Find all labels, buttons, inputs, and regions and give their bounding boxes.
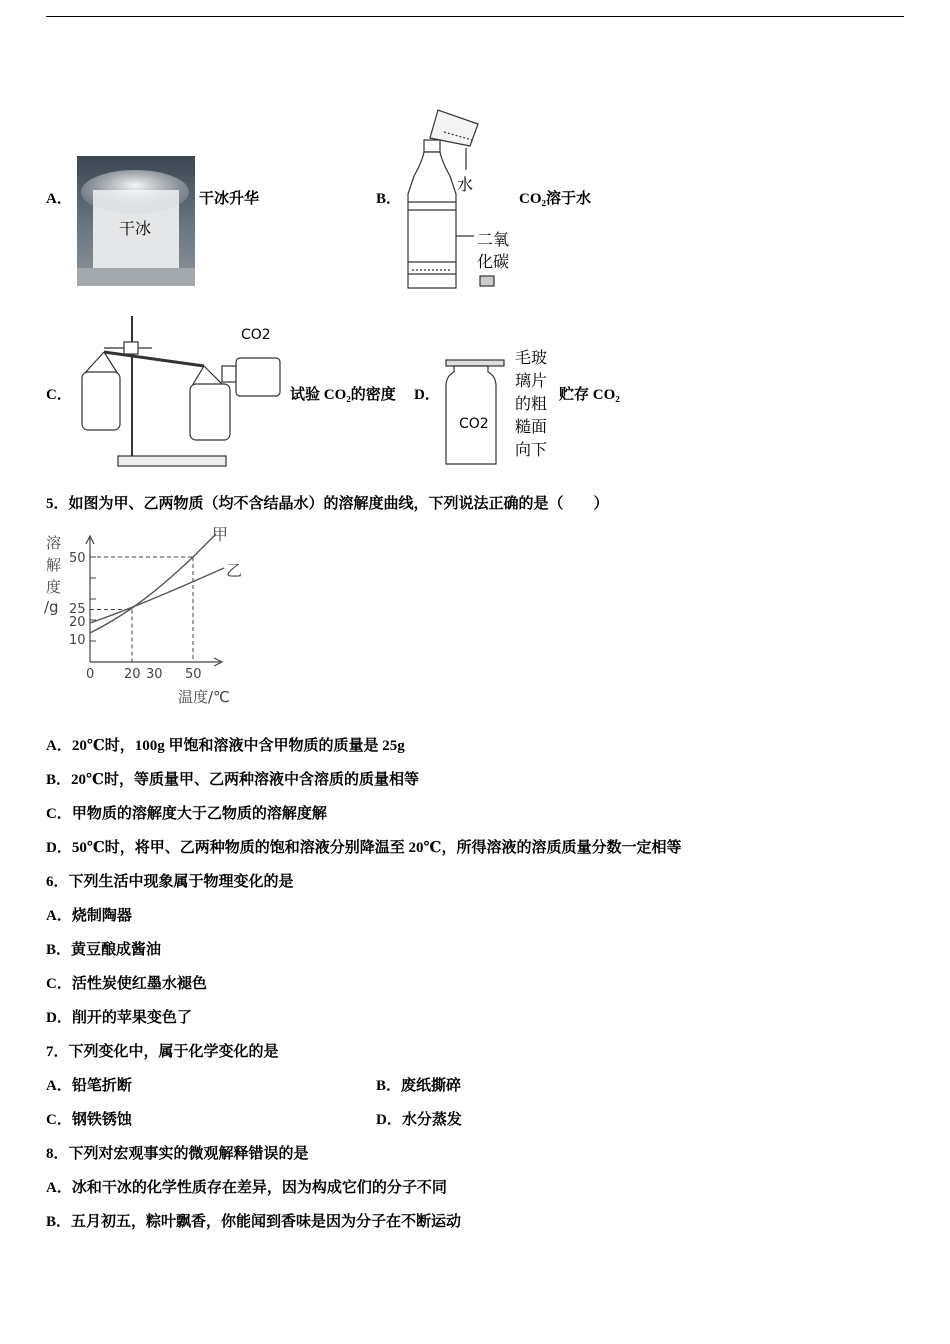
option-d-caption: 贮存 CO₂ [559,387,620,403]
xtick-30: 30 [146,667,163,682]
solubility-chart [40,520,260,710]
option-a-caption: 干冰升华 [199,191,260,207]
ytick-50: 50 [69,551,86,566]
q6-option-c: C．活性炭使红墨水褪色 [46,976,207,992]
gas-jar-diagram [440,356,510,468]
q7-stem: 7．下列变化中，属于化学变化的是 [46,1044,279,1060]
q7-option-d: D．水分蒸发 [376,1112,462,1128]
q5-stem: 5．如图为甲、乙两物质（均不含结晶水）的溶解度曲线，下列说法正确的是（ ） [46,496,609,512]
option-a-letter: A． [46,191,72,207]
ground-glass-note-3: 的粗 [515,394,548,413]
ylabel-4: /g [44,598,59,616]
q6-stem: 6．下列生活中现象属于物理变化的是 [46,874,294,890]
option-c-caption: 试验 CO₂的密度 [290,387,396,403]
q5-option-b: B．20℃时，等质量甲、乙两种溶液中含溶质的质量相等 [46,772,419,788]
xtick-50: 50 [185,667,202,682]
co2-label-d: CO2 [459,416,489,432]
q8-option-a: A．冰和干冰的化学性质存在差异，因为构成它们的分子不同 [46,1180,447,1196]
ylabel-2: 解 [46,556,62,574]
q7-option-c: C．钢铁锈蚀 [46,1112,132,1128]
ylabel-1: 溶 [46,534,62,552]
curve-jia [90,534,216,633]
q5-option-c: C．甲物质的溶解度大于乙物质的溶解度解 [46,806,327,822]
option-b-letter: B． [376,191,402,207]
xlabel: 温度/℃ [178,688,230,706]
header-rule [46,16,904,17]
ground-glass-note-4: 糙面 [515,417,548,436]
q5-option-d: D．50℃时，将甲、乙两种物质的饱和溶液分别降温至 20℃，所得溶液的溶质质量分数一定相等 [46,840,682,856]
ytick-20: 20 [69,615,86,630]
series-yi-label: 乙 [226,561,243,580]
q8-option-b: B．五月初五，粽叶飘香，你能闻到香味是因为分子在不断运动 [46,1214,462,1230]
option-c-letter: C． [46,387,72,403]
q6-option-a: A．烧制陶器 [46,908,132,924]
ground-glass-note-1: 毛玻 [515,348,548,367]
q7-option-a: A．铅笔折断 [46,1078,132,1094]
q6-option-b: B．黄豆酿成酱油 [46,942,162,958]
q7-option-b: B．废纸撕碎 [376,1078,462,1094]
xtick-20: 20 [124,667,141,682]
option-b-caption: CO₂溶于水 [519,191,591,207]
ground-glass-note-5: 向下 [515,440,548,459]
xtick-0: 0 [86,667,95,682]
option-d-letter: D． [414,387,440,403]
q8-stem: 8．下列对宏观事实的微观解释错误的是 [46,1146,309,1162]
ytick-10: 10 [69,633,86,648]
co2-gas-label-2: 化碳 [477,252,510,271]
curve-yi [90,568,224,623]
co2-label-c: CO2 [241,327,271,343]
ytick-25: 25 [69,602,86,617]
series-jia-label: 甲 [212,525,229,544]
ylabel-3: 度 [46,578,62,596]
ground-glass-note-2: 璃片 [515,371,548,390]
q5-option-a: A．20℃时，100g 甲饱和溶液中含甲物质的质量是 25g [46,738,405,754]
dry-ice-label: 干冰 [119,219,152,238]
water-label: 水 [457,175,474,194]
q6-option-d: D．削开的苹果变色了 [46,1010,192,1026]
co2-gas-label-1: 二氧 [477,230,510,249]
